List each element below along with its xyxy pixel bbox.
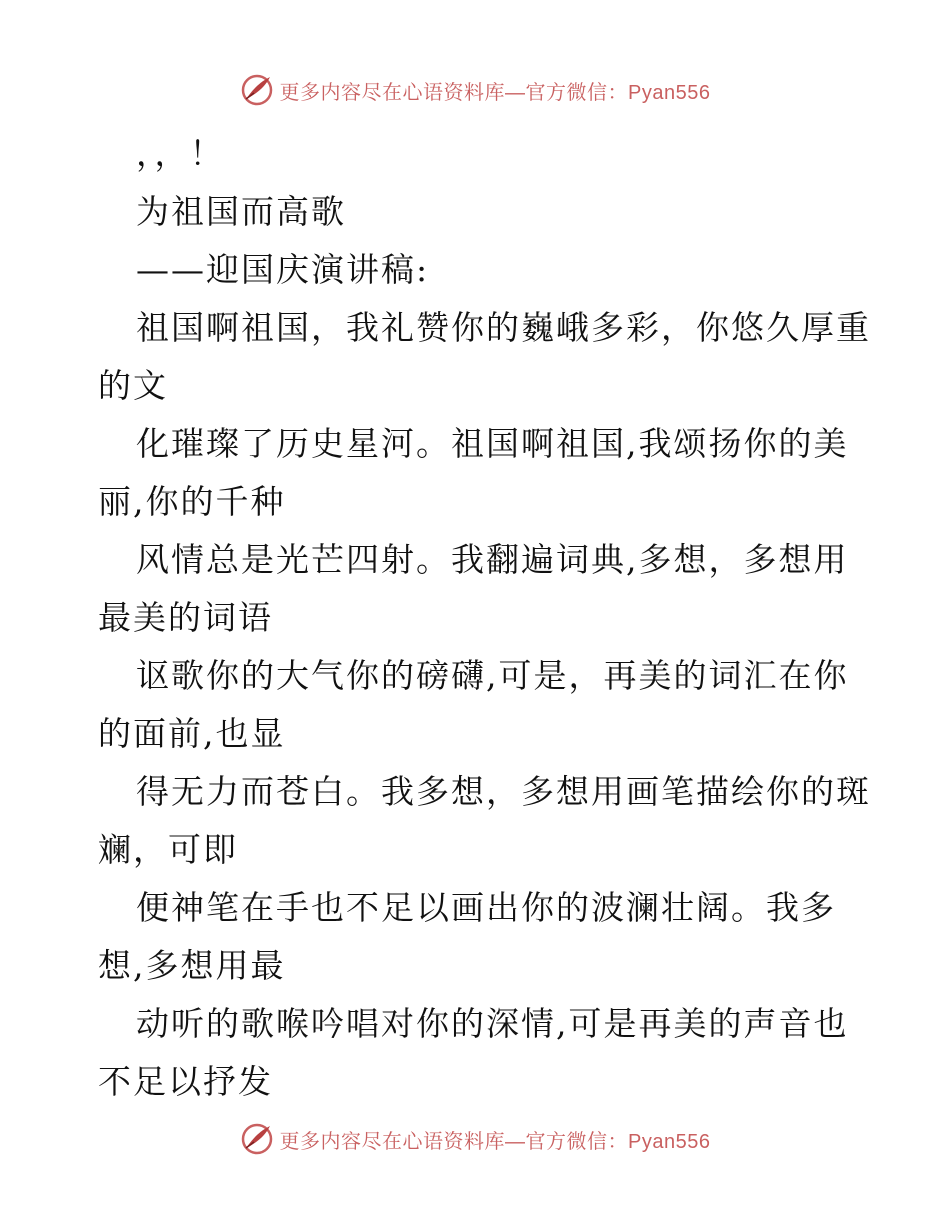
header-text: 更多内容尽在心语资料库—官方微信：Pyan556 (279, 81, 711, 104)
text-line: 祖国啊祖国，我礼赞你的巍峨多彩，你悠久厚重 (136, 308, 871, 347)
footer-banner (0, 1119, 950, 1159)
footer-text: 更多内容尽在心语资料库—官方微信：Pyan556 (279, 1130, 711, 1153)
text-line: 便神笔在手也不足以画出你的波澜壮阔。我多 (136, 888, 836, 927)
text-line: 的文 (98, 366, 168, 405)
text-line: 最美的词语 (98, 598, 273, 637)
text-line: 丽,你的千种 (98, 482, 286, 521)
text-line: ，，！ (136, 134, 225, 173)
text-line: 化璀璨了历史星河。祖国啊祖国,我颂扬你的美 (136, 424, 849, 463)
header-banner (0, 70, 950, 110)
text-line: 动听的歌喉吟唱对你的深情,可是再美的声音也 (136, 1004, 849, 1043)
document-body (98, 125, 878, 1111)
text-line: 的面前,也显 (98, 714, 286, 753)
text-line: 讴歌你的大气你的磅礴,可是，再美的词汇在你 (136, 656, 849, 695)
text-line: 风情总是光芒四射。我翻遍词典,多想，多想用 (136, 540, 849, 579)
quill-pen-circle-logo-icon (240, 73, 274, 107)
text-line: 得无力而苍白。我多想，多想用画笔描绘你的斑 (136, 772, 871, 811)
text-line: 不足以抒发 (98, 1062, 273, 1101)
document-title: 为祖国而高歌 (136, 192, 346, 231)
text-line: 斓，可即 (98, 830, 238, 869)
quill-pen-circle-logo-icon (240, 1122, 274, 1156)
document-subtitle: ——迎国庆演讲稿: (136, 250, 430, 289)
text-line: 想,多想用最 (98, 946, 286, 985)
